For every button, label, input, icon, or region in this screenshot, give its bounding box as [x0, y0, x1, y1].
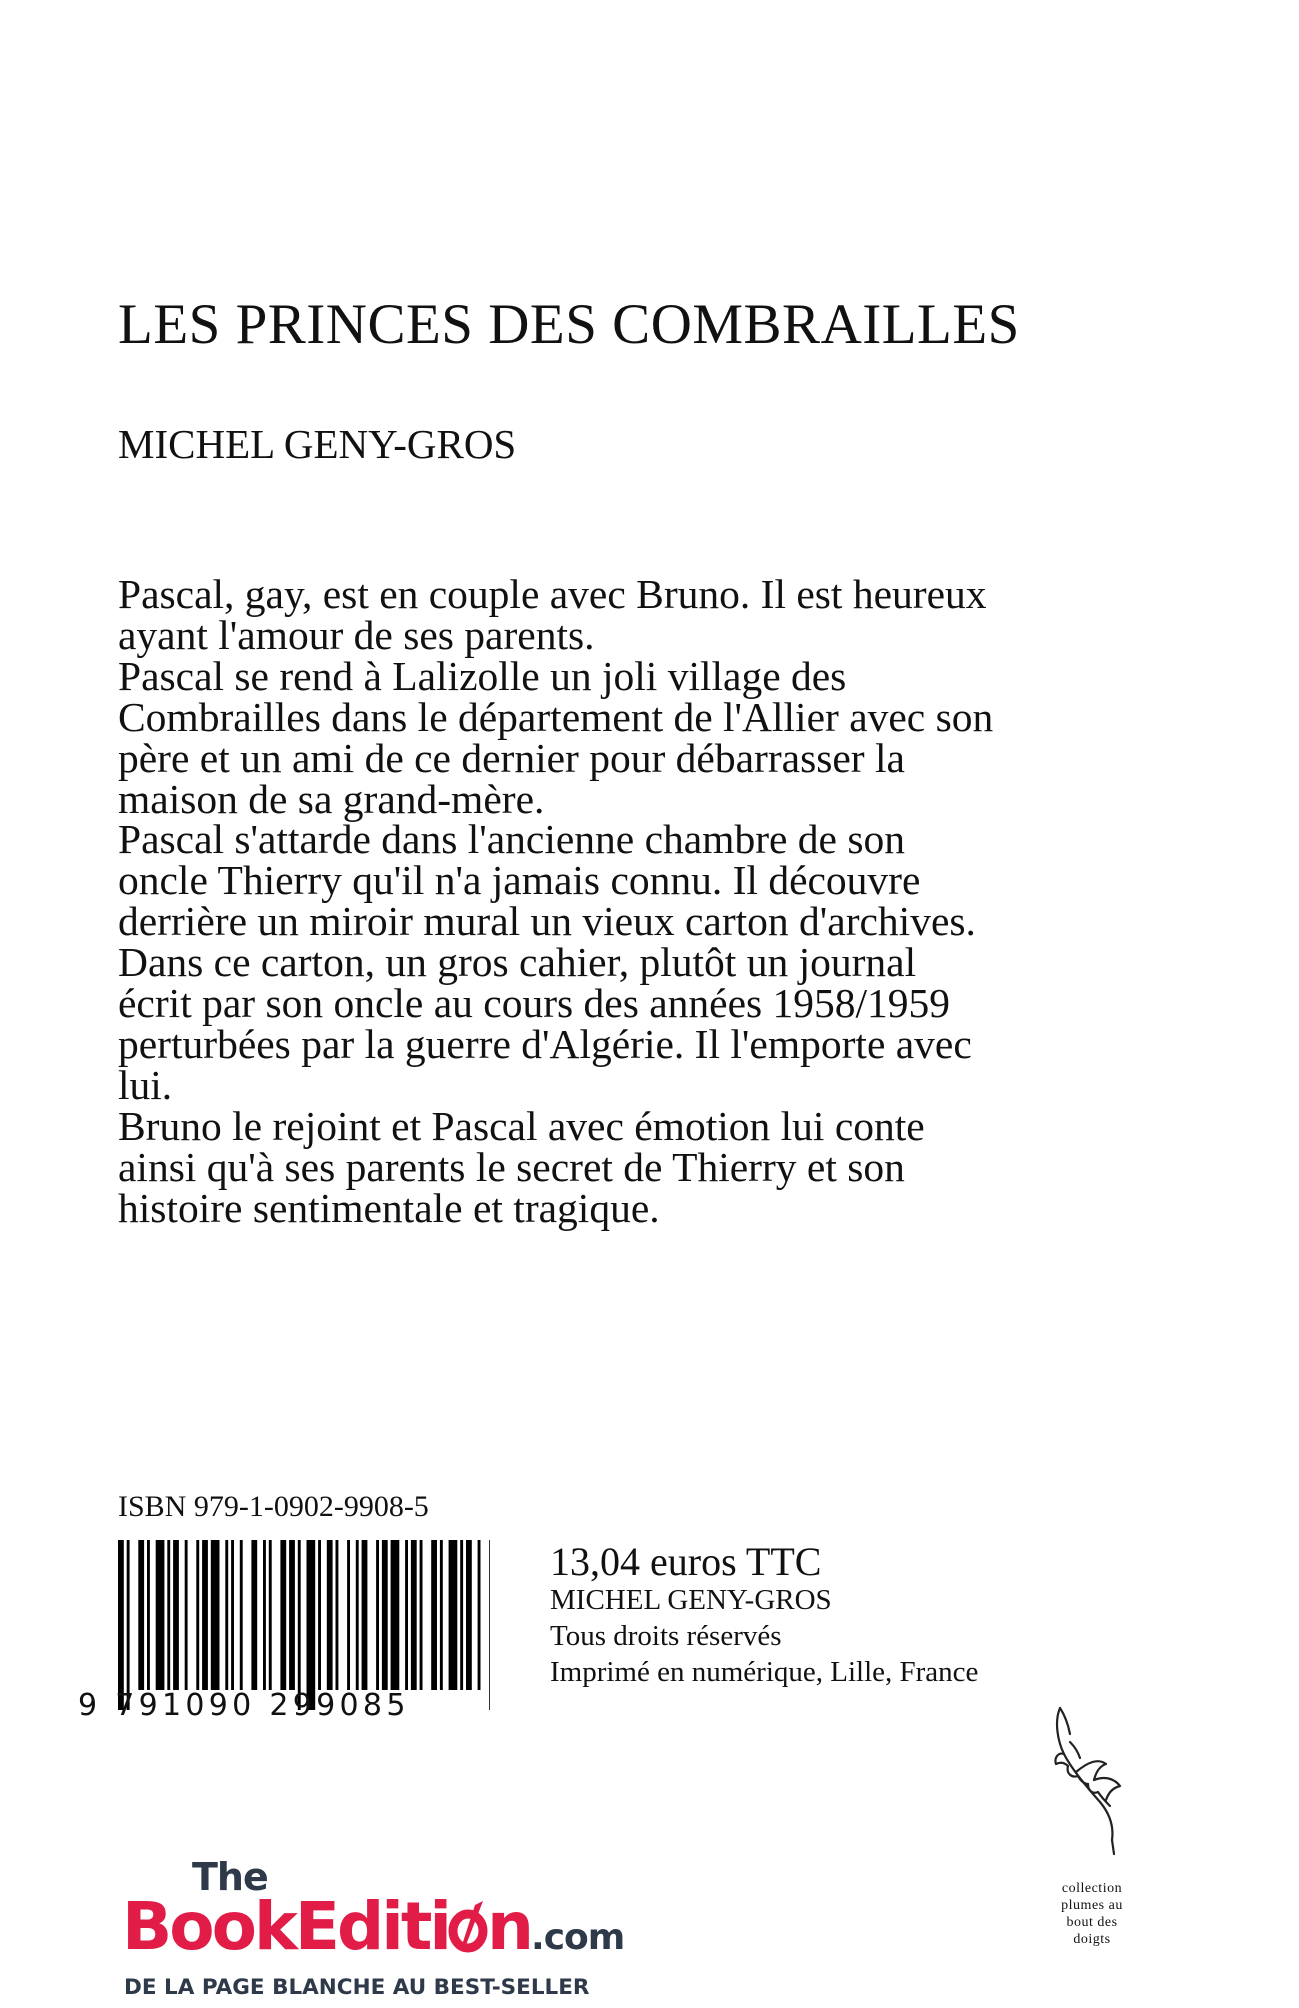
logo-wordmark-suffix: n	[487, 1888, 532, 1965]
synopsis	[118, 571, 998, 1231]
logo-wordmark-prefix: BookEditi	[122, 1888, 450, 1965]
barcode-digits: 9 791090 299085	[78, 1688, 410, 1723]
barcode-bar	[449, 1540, 458, 1690]
barcode-bar	[225, 1540, 228, 1690]
barcode-bar	[307, 1540, 316, 1710]
rights-notice: Tous droits réservés	[550, 1620, 782, 1652]
publisher-info	[550, 1582, 978, 1690]
collection-line: doigts	[1073, 1932, 1111, 1947]
barcode-bar	[251, 1540, 257, 1690]
synopsis-paragraph: Pascal s'attarde dans l'ancienne chambre de son oncle Thierry qu'il n'a jamais connu. Il découvre derrière un miroir mural un vieux carton d'archives. Dans ce carton, un gros cahier, plutôt un journal écrit par son oncle au cours des années 1958/1959 perturbées par la guerre d'Algérie. Il l'emporte avec lui.	[118, 816, 976, 1108]
barcode-bar	[185, 1540, 188, 1690]
barcode-bar	[167, 1540, 170, 1690]
collection-label	[1040, 1880, 1144, 1948]
barcode-bar	[327, 1540, 333, 1690]
barcode-bar	[318, 1540, 321, 1690]
barcode-bar	[289, 1540, 295, 1690]
barcode-bar	[147, 1540, 150, 1690]
logo-tagline: DE LA PAGE BLANCHE AU BEST-SELLER	[124, 1975, 590, 2000]
logo-wordmark	[122, 1888, 624, 1965]
barcode-bar	[420, 1540, 423, 1690]
barcode-bar	[431, 1540, 437, 1690]
barcode-bar	[356, 1540, 359, 1690]
barcode-bar	[280, 1540, 286, 1690]
barcode-bar	[460, 1540, 463, 1690]
barcode-bar	[362, 1540, 368, 1690]
barcode-bar	[405, 1540, 408, 1690]
barcode-bar	[466, 1540, 472, 1690]
barcode-bar	[336, 1540, 339, 1690]
barcode-bar	[118, 1540, 124, 1710]
barcode-bar	[411, 1540, 417, 1690]
barcode-bar	[347, 1540, 350, 1690]
barcode-bar	[231, 1540, 234, 1690]
barcode-bar	[138, 1540, 144, 1690]
isbn-label: ISBN 979-1-0902-9908-5	[118, 1490, 429, 1523]
collection-line: collection	[1061, 1881, 1123, 1896]
barcode-bar	[478, 1540, 481, 1690]
barcode-bar	[173, 1540, 179, 1690]
logo-domain: .com	[531, 1917, 625, 1958]
barcode	[118, 1540, 490, 1710]
logo-the: The	[192, 1855, 268, 1899]
book-author: MICHEL GENY-GROS	[118, 421, 517, 467]
barcode-bar	[269, 1540, 272, 1690]
price: 13,04 euros TTC	[550, 1539, 822, 1584]
publisher-author: MICHEL GENY-GROS	[550, 1584, 832, 1616]
book-title: LES PRINCES DES COMBRAILLES	[118, 293, 1020, 356]
barcode-bar	[156, 1540, 165, 1690]
barcode-bar	[489, 1540, 490, 1710]
synopsis-paragraph: Pascal se rend à Lalizolle un joli village des Combrailles dans le département de l'Allier avec son père et un ami de ce dernier pour débarrasser la maison de sa grand-mère.	[118, 652, 994, 822]
collection-line: plumes au	[1061, 1898, 1123, 1913]
printed-notice: Imprimé en numérique, Lille, France	[550, 1656, 979, 1688]
barcode-bar	[298, 1540, 301, 1710]
barcode-bar	[382, 1540, 388, 1690]
barcode-bar	[240, 1540, 243, 1690]
barcode-bar	[202, 1540, 208, 1690]
barcode-bar	[391, 1540, 400, 1690]
barcode-bar	[440, 1540, 443, 1690]
feather-quill-icon	[1040, 1702, 1130, 1862]
barcode-bar	[263, 1540, 266, 1690]
barcode-bar	[211, 1540, 220, 1690]
synopsis-paragraph: Bruno le rejoint et Pascal avec émotion lui conte ainsi qu'à ses parents le secret de Thierry et son histoire sentimentale et tragique.	[118, 1102, 925, 1231]
synopsis-paragraph: Pascal, gay, est en couple avec Bruno. Il est heureux ayant l'amour de ses parents.	[118, 571, 987, 658]
collection-line: bout des	[1066, 1915, 1118, 1930]
barcode-bar	[196, 1540, 199, 1690]
barcode-bar	[127, 1540, 130, 1710]
pen-nib-icon	[448, 1901, 488, 1953]
barcode-bar	[376, 1540, 379, 1690]
